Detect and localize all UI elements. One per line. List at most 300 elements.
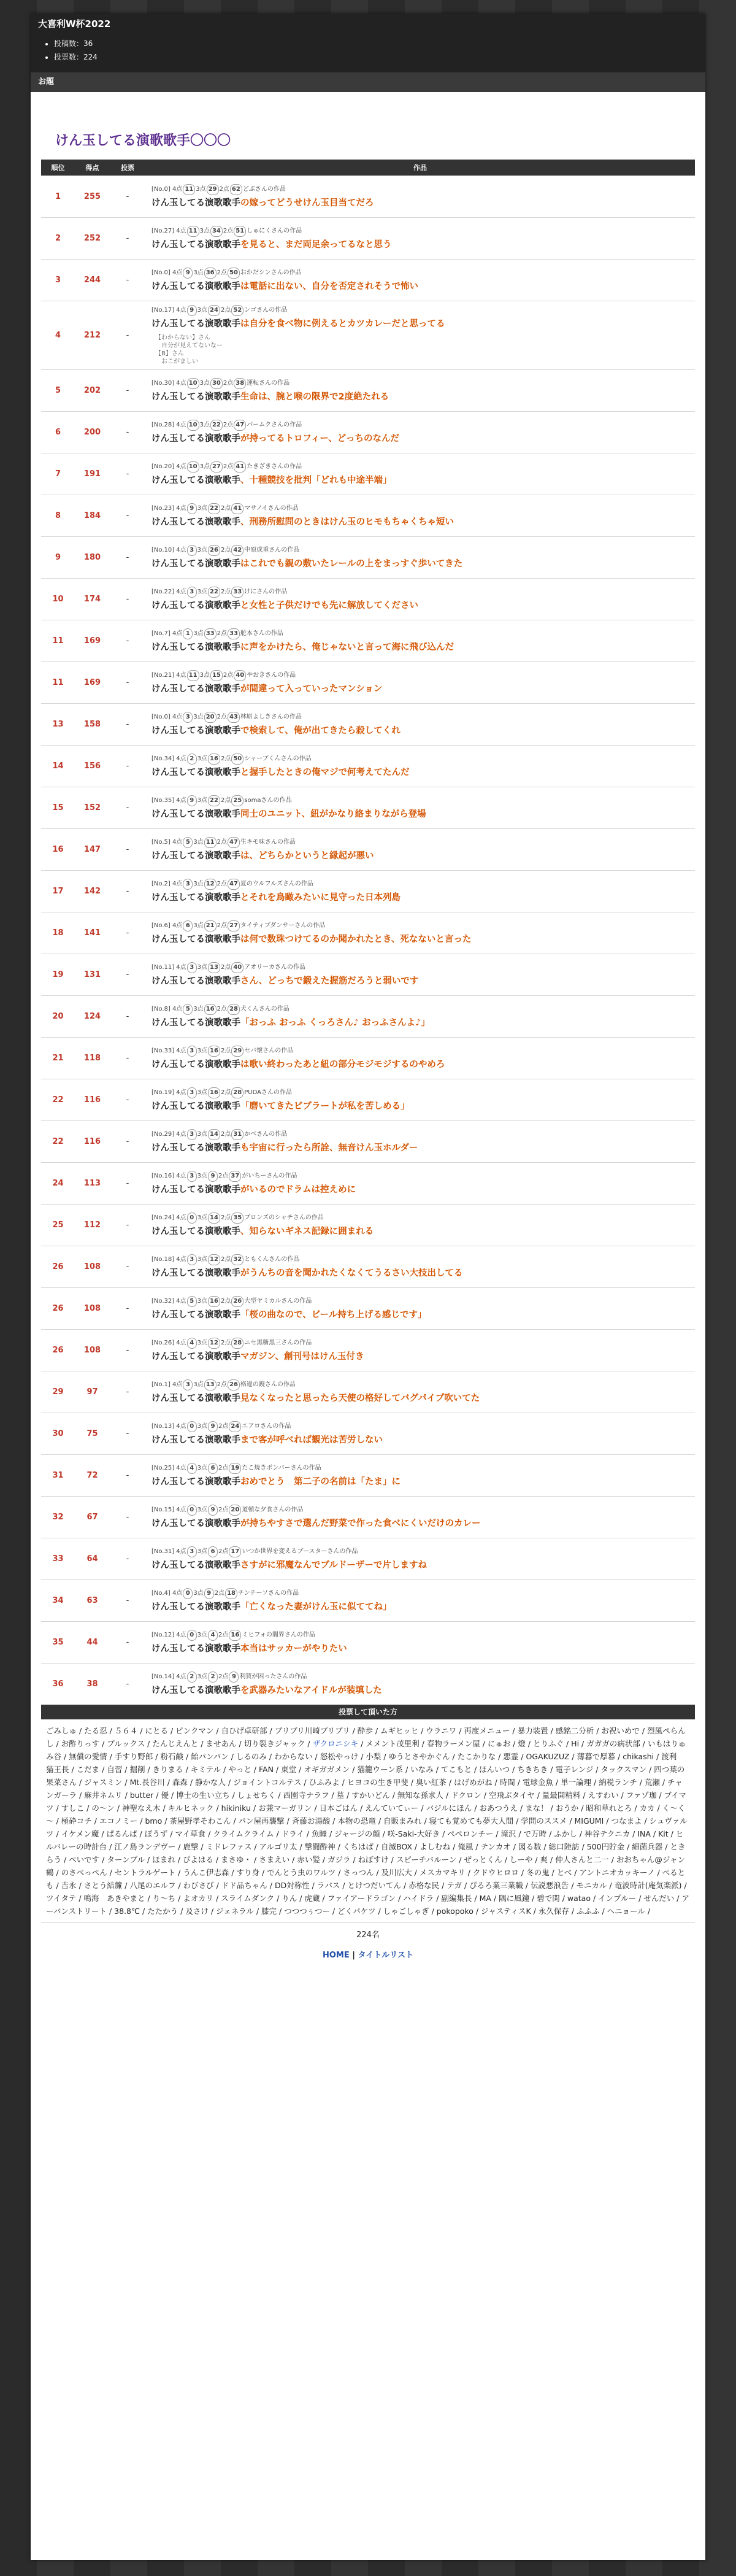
vote-count-badge: 47	[228, 879, 240, 890]
work-meta	[151, 268, 689, 279]
work-meta	[151, 1672, 689, 1683]
meta-text: しゅにくさんの作品	[247, 228, 302, 234]
score-cell: 67	[75, 1497, 110, 1538]
vote-count-badge: 1	[183, 628, 193, 639]
rank-cell: 7	[41, 453, 75, 495]
rank-cell: 14	[41, 746, 75, 787]
meta-text: いつか世界を変えるブースターさんの作品	[242, 1548, 358, 1555]
ranking-row	[41, 1497, 695, 1538]
participants-text-a: ごみしゅ / たる忍 / ５６４ / にとる / ピンクマン / 自ひげ卓研部 / ブリブリ川崎ブリブリ / 酔歩 / ムギヒッヒ / ウラニワ / 再度メニュー / 暴力装置 / 感銘二分析 / お祝いめで / 烈風ペらんし / お酢りっす / ブルックス / たんじえんと / ませあん / 切り裂きジャック /	[46, 1726, 686, 1748]
work-cell	[145, 1497, 695, 1538]
vote-cell: -	[110, 662, 145, 704]
vote-cell: -	[110, 1371, 145, 1413]
answer-text: とそれを鳥瞰みたいに見守った日本列島	[240, 893, 401, 903]
vote-count-badge: 9	[229, 1672, 239, 1683]
score-cell: 147	[75, 829, 110, 871]
vote-count-badge: 21	[204, 920, 217, 931]
answer-text: は歌い終わったあと紐の部分モジモジするのやめろ	[240, 1060, 445, 1070]
rank-cell: 22	[41, 1079, 75, 1121]
work-cell	[145, 412, 695, 453]
work-answer	[151, 280, 689, 293]
work-cell	[145, 1538, 695, 1580]
meta-text: 3点	[199, 380, 210, 387]
work-cell	[145, 1163, 695, 1205]
work-meta	[151, 837, 689, 848]
participants-label: 投票して頂いた方	[41, 1705, 695, 1719]
work-answer	[151, 600, 689, 612]
meta-text: やおきさんの作品	[247, 672, 296, 679]
work-answer	[151, 1059, 689, 1071]
work-cell	[145, 1622, 695, 1664]
answer-text: を武器みたいなアイドルが装填した	[240, 1686, 382, 1695]
rank-cell: 24	[41, 1163, 75, 1205]
ranking-row	[41, 996, 695, 1038]
work-meta	[151, 503, 689, 514]
work-cell	[145, 218, 695, 260]
vote-cell: -	[110, 704, 145, 746]
meta-text: [No.28] 4点	[151, 422, 186, 428]
work-answer	[151, 391, 689, 403]
answer-text: 「磨いてきたビブラートが私を苦しめる」	[240, 1101, 410, 1111]
rank-cell: 1	[41, 176, 75, 218]
work-answer	[151, 1559, 689, 1571]
vote-count-badge: 3	[187, 1046, 197, 1057]
rank-cell: 22	[41, 1121, 75, 1163]
ranking-row	[41, 537, 695, 579]
meta-text: 3点	[193, 1590, 204, 1597]
meta-text: けにさんの作品	[244, 588, 288, 595]
meta-text: セバ懐さんの作品	[244, 1047, 294, 1054]
meta-text: 2点	[217, 630, 227, 637]
score-cell: 156	[75, 746, 110, 787]
answer-odai: けん玉してる演歌歌手	[151, 1060, 240, 1070]
rank-cell: 6	[41, 412, 75, 453]
rank-cell: 10	[41, 579, 75, 620]
ranking-row	[41, 662, 695, 704]
meta-text: [No.29] 4点	[151, 1131, 186, 1138]
ranking-row	[41, 787, 695, 829]
work-cell	[145, 662, 695, 704]
meta-text: 2点	[218, 1632, 229, 1638]
answer-odai: けん玉してる演歌歌手	[151, 198, 240, 208]
meta-text: 2点	[217, 1381, 227, 1388]
vote-count-badge: 9	[204, 1588, 214, 1599]
work-answer	[151, 433, 689, 445]
ranking-row	[41, 218, 695, 260]
vote-cell: -	[110, 1246, 145, 1288]
work-answer	[151, 1684, 689, 1697]
meta-text: 利賀が困ったさんの作品	[239, 1673, 307, 1680]
vote-count-badge: 29	[207, 184, 219, 195]
meta-text: パームクさんの作品	[247, 422, 302, 428]
comments	[155, 334, 689, 366]
vote-cell: -	[110, 1038, 145, 1079]
answer-text: が間違って入っていったマンション	[240, 684, 383, 694]
answer-text: は電話に出ない、自分を否定されそうで怖い	[240, 282, 418, 291]
vote-count-badge: 13	[204, 1379, 217, 1390]
vote-cell: -	[110, 1079, 145, 1121]
vote-count-badge: 2	[187, 754, 197, 765]
meta-text: [No.15] 4点	[151, 1506, 186, 1513]
work-cell	[145, 1413, 695, 1455]
answer-text: が持ちやすさで選んだ野菜で作った食べにくいだけのカレー	[240, 1519, 481, 1529]
answer-text: おめでとう 第二子の名前は「たま」に	[240, 1477, 401, 1487]
rank-cell: 15	[41, 787, 75, 829]
meta-text: 格違の鏝さんの作品	[240, 1381, 296, 1388]
meta-text: エアロさんの作品	[242, 1423, 291, 1430]
comment-line: おこがましい	[155, 358, 198, 365]
meta-text: 2点	[220, 755, 231, 762]
answer-text: で検索して、俺が出てきたら殺してくれ	[240, 726, 401, 736]
answer-text: 、知らないギネス記録に囲まれる	[240, 1227, 374, 1236]
odai-title: けん玉してる演歌歌手〇〇〇	[55, 133, 231, 148]
work-meta	[151, 420, 689, 431]
work-answer	[151, 725, 689, 737]
meta-text: PUDAさんの作品	[244, 1089, 292, 1096]
vote-cell: -	[110, 537, 145, 579]
vote-count-badge: 0	[187, 1630, 197, 1641]
title-list-link[interactable]: タイトルリスト	[358, 1951, 414, 1960]
vote-count-badge: 22	[208, 503, 220, 514]
answer-odai: けん玉してる演歌歌手	[151, 319, 240, 329]
meta-text: 3点	[193, 922, 204, 929]
vote-count-badge: 10	[187, 420, 199, 431]
meta-text: 3点	[193, 1381, 204, 1388]
meta-text: [No.31] 4点	[151, 1548, 186, 1555]
meta-text: [No.34] 4点	[151, 755, 186, 762]
work-cell	[145, 787, 695, 829]
vote-cell: -	[110, 412, 145, 453]
work-answer	[151, 474, 689, 487]
answer-text: 「おっふ おっふ くっろさん♪ おっふさんよ♪」	[240, 1018, 430, 1028]
rank-cell: 26	[41, 1330, 75, 1371]
vote-count-badge: 28	[231, 1338, 243, 1349]
vote-count-badge: 3	[187, 1254, 197, 1265]
meta-text: 2点	[217, 922, 227, 929]
vote-cell: -	[110, 1330, 145, 1371]
work-cell	[145, 453, 695, 495]
vote-count-badge: 50	[228, 268, 240, 279]
work-answer	[151, 766, 689, 779]
meta-text: 夏のウルフルズさんの作品	[240, 881, 313, 887]
vote-count-badge: 42	[231, 545, 243, 556]
work-meta	[151, 1254, 689, 1265]
work-answer	[151, 1017, 689, 1029]
meta-text: [No.4] 4点	[151, 1590, 183, 1597]
answer-text: マガジン、創刊号はけん玉付き	[240, 1352, 364, 1362]
vote-count-badge: 33	[228, 628, 240, 639]
answer-odai: けん玉してる演歌歌手	[151, 434, 240, 444]
work-answer	[151, 318, 689, 330]
vote-count-badge: 24	[229, 1421, 241, 1432]
meta-text: たこ焼きポンバーさんの作品	[242, 1465, 321, 1471]
meta-text: [No.1] 4点	[151, 1381, 183, 1388]
meta-text: 舵本さんの作品	[240, 630, 283, 637]
vote-count-badge: 3	[187, 1546, 197, 1557]
meta-text: [No.6] 4点	[151, 922, 183, 929]
work-meta	[151, 879, 689, 890]
work-cell	[145, 370, 695, 412]
vote-count-badge: 26	[231, 1296, 243, 1307]
meta-text: 生キモ味さんの作品	[240, 839, 296, 846]
vote-cell: -	[110, 495, 145, 537]
work-meta	[151, 1129, 689, 1140]
meta-text: [No.10] 4点	[151, 547, 186, 553]
work-answer	[151, 1392, 689, 1405]
meta-text: 犬くんさんの作品	[240, 1006, 289, 1012]
answer-text: と握手したときの俺マジで何考えてたんだ	[240, 768, 410, 777]
comment-line: 【B】さん	[155, 350, 184, 357]
vote-count-badge: 11	[187, 670, 199, 681]
score-cell: 108	[75, 1246, 110, 1288]
score-cell: 38	[75, 1664, 110, 1705]
ranking-row	[41, 301, 695, 370]
ranking-row	[41, 176, 695, 218]
work-answer	[151, 808, 689, 820]
meta-text: 2点	[218, 1506, 229, 1513]
vote-count-badge: 0	[187, 1213, 197, 1224]
meta-text: 3点	[197, 1506, 208, 1513]
meta-text: 3点	[199, 463, 210, 470]
answer-text: がうんちの音を聞かれたくなくてうるさい大技出してる	[240, 1268, 463, 1278]
work-answer	[151, 1309, 689, 1321]
meta-text: 2点	[220, 964, 231, 971]
vote-cell: -	[110, 871, 145, 912]
answer-odai: けん玉してる演歌歌手	[151, 642, 240, 652]
vote-count-badge: 16	[208, 754, 220, 765]
work-cell	[145, 704, 695, 746]
meta-text: 3点	[197, 1089, 208, 1096]
rank-cell: 19	[41, 954, 75, 996]
score-cell: 116	[75, 1079, 110, 1121]
vote-cell: -	[110, 1622, 145, 1664]
answer-odai: けん玉してる演歌歌手	[151, 1143, 240, 1153]
vote-count-badge: 9	[183, 268, 193, 279]
answer-text: さすがに邪魔なんでブルドーザーで片しますね	[240, 1560, 427, 1570]
meta-text: [No.18] 4点	[151, 1256, 186, 1263]
ranking-row	[41, 1079, 695, 1121]
vote-cell: -	[110, 218, 145, 260]
meta-text: 2点	[217, 839, 227, 846]
meta-text: どぶさんの作品	[242, 186, 286, 193]
meta-text: 運転さんの作品	[247, 380, 290, 387]
meta-text: [No.22] 4点	[151, 588, 186, 595]
rank-cell: 31	[41, 1455, 75, 1497]
meta-text: 3点	[196, 186, 206, 193]
meta-text: [No.8] 4点	[151, 1006, 183, 1012]
work-answer	[151, 558, 689, 570]
ranking-row	[41, 1622, 695, 1664]
work-answer	[151, 1100, 689, 1113]
vote-count-badge: 6	[183, 920, 193, 931]
work-answer	[151, 1225, 689, 1238]
work-meta	[151, 1505, 689, 1516]
rank-cell: 20	[41, 996, 75, 1038]
answer-odai: けん玉してる演歌歌手	[151, 1435, 240, 1445]
score-cell: 75	[75, 1413, 110, 1455]
meta-text: 3点	[197, 755, 208, 762]
ranking-table	[41, 160, 695, 1705]
meta-text: [No.23] 4点	[151, 505, 186, 512]
answer-odai: けん玉してる演歌歌手	[151, 1602, 240, 1612]
work-meta	[151, 1171, 689, 1182]
rank-cell: 26	[41, 1246, 75, 1288]
meta-text: 3点	[197, 1465, 208, 1471]
answer-text: 「亡くなった妻がけん玉に似ててね」	[240, 1602, 392, 1612]
score-cell: 64	[75, 1538, 110, 1580]
ranking-row	[41, 954, 695, 996]
score-cell: 118	[75, 1038, 110, 1079]
vote-count-badge: 3	[187, 545, 197, 556]
work-answer	[151, 1601, 689, 1613]
vote-count-badge: 3	[183, 1379, 193, 1390]
work-cell	[145, 1121, 695, 1163]
score-cell: 184	[75, 495, 110, 537]
meta-text: ンゴさんの作品	[244, 307, 288, 314]
meta-text: 2点	[218, 1548, 229, 1555]
vote-count-badge: 41	[231, 503, 243, 514]
vote-count-badge: 0	[183, 1588, 193, 1599]
vote-cell: -	[110, 1205, 145, 1246]
meta-text: 3点	[197, 588, 208, 595]
meta-text: 3点	[199, 228, 210, 234]
meta-text: 3点	[199, 672, 210, 679]
work-meta	[151, 1087, 689, 1098]
vote-count-badge: 0	[187, 1421, 197, 1432]
work-meta	[151, 920, 689, 931]
rank-cell: 11	[41, 662, 75, 704]
meta-text: かべさんの作品	[244, 1131, 288, 1138]
vote-count-badge: 9	[208, 1505, 218, 1516]
work-meta	[151, 1630, 689, 1641]
home-link[interactable]: HOME	[322, 1951, 350, 1960]
answer-text: はこれでも親の敷いたレールの上をまっすぐ歩いてきた	[240, 559, 463, 569]
work-cell	[145, 746, 695, 787]
footer-separator: |	[349, 1951, 358, 1960]
answer-odai: けん玉してる演歌歌手	[151, 1560, 240, 1570]
vote-count-badge: 16	[208, 1087, 220, 1098]
vote-count-badge: 62	[230, 184, 242, 195]
meta-text: 3点	[197, 1673, 208, 1680]
score-cell: 131	[75, 954, 110, 996]
vote-count-badge: 50	[231, 754, 243, 765]
work-cell	[145, 871, 695, 912]
work-answer	[151, 1434, 689, 1446]
score-cell: 244	[75, 260, 110, 301]
rank-cell: 33	[41, 1538, 75, 1580]
meta-text: 3点	[193, 1006, 204, 1012]
score-cell: 108	[75, 1288, 110, 1330]
header	[31, 13, 705, 72]
vote-count-badge: 9	[187, 503, 197, 514]
meta-text: チンチーソさんの作品	[237, 1590, 299, 1597]
vote-cell: -	[110, 453, 145, 495]
meta-text: 3点	[197, 1340, 208, 1346]
vote-count-badge: 27	[210, 461, 223, 472]
work-cell	[145, 260, 695, 301]
answer-text: の嫁ってどうせけん玉目当てだろ	[240, 198, 374, 208]
vote-count-badge: 13	[208, 962, 220, 973]
work-cell	[145, 495, 695, 537]
vote-count-badge: 22	[210, 420, 223, 431]
rank-cell: 16	[41, 829, 75, 871]
rank-cell: 34	[41, 1580, 75, 1622]
answer-odai: けん玉してる演歌歌手	[151, 809, 240, 819]
meta-text: マサノイさんの作品	[244, 505, 299, 512]
answer-odai: けん玉してる演歌歌手	[151, 517, 240, 527]
score-cell: 200	[75, 412, 110, 453]
answer-text: 、刑務所慰問のときはけん玉のヒモもちゃくちゃ短い	[240, 517, 454, 527]
rank-cell: 5	[41, 370, 75, 412]
answer-text: 「桜の曲なので、ビール持ち上げる感じです」	[240, 1310, 427, 1320]
meta-text: 2点	[220, 505, 231, 512]
vote-count-badge: 17	[229, 1546, 241, 1557]
answer-odai: けん玉してる演歌歌手	[151, 240, 240, 250]
work-meta	[151, 628, 689, 639]
work-meta	[151, 1379, 689, 1390]
answer-text: も宇宙に行ったら所詮、無音けん玉ホルダー	[240, 1143, 418, 1153]
meta-text: [No.2] 4点	[151, 881, 183, 887]
vote-count-badge: 25	[231, 795, 243, 806]
ranking-row	[41, 579, 695, 620]
score-cell: 108	[75, 1330, 110, 1371]
answer-odai: けん玉してる演歌歌手	[151, 559, 240, 569]
meta-text: [No.0] 4点	[151, 269, 183, 276]
meta-text: 2点	[223, 380, 234, 387]
answer-text: 同士のユニット、紐がかなり絡まりながら登場	[240, 809, 426, 819]
score-cell: 116	[75, 1121, 110, 1163]
vote-count-badge: 11	[204, 837, 217, 848]
vote-cell: -	[110, 1664, 145, 1705]
ranking-row	[41, 1580, 695, 1622]
score-cell: 142	[75, 871, 110, 912]
answer-text: 生命は、腕と喉の限界で2度絶たれる	[240, 392, 389, 402]
meta-text: 2点	[220, 1256, 231, 1263]
rank-cell: 36	[41, 1664, 75, 1705]
answer-text: は、どちらかというと縁起が悪い	[240, 851, 374, 861]
work-meta	[151, 1546, 689, 1557]
vote-count-badge: 15	[210, 670, 223, 681]
meta-text: [No.19] 4点	[151, 1089, 186, 1096]
score-cell: 202	[75, 370, 110, 412]
participant-highlight[interactable]: ザクロニシキ	[312, 1739, 359, 1748]
work-meta	[151, 184, 689, 195]
work-answer	[151, 892, 689, 904]
work-cell	[145, 1455, 695, 1497]
vote-count-badge: 2	[187, 1672, 197, 1683]
ranking-row	[41, 871, 695, 912]
vote-count-badge: 0	[187, 1505, 197, 1516]
meta-text: 2点	[217, 881, 227, 887]
work-cell	[145, 1205, 695, 1246]
vote-count-badge: 12	[208, 1254, 220, 1265]
score-cell: 252	[75, 218, 110, 260]
vote-count-badge: 3	[187, 962, 197, 973]
work-answer	[151, 1184, 689, 1196]
col-vote: 投票	[110, 160, 145, 176]
col-work: 作品	[145, 160, 695, 176]
meta-text: 3点	[197, 1256, 208, 1263]
ranking-row	[41, 1121, 695, 1163]
meta-text: 2点	[220, 547, 231, 553]
meta-text: ともくんさんの作品	[244, 1256, 300, 1263]
rank-cell: 29	[41, 1371, 75, 1413]
answer-text: 見なくなったと思ったら天使の格好してバグパイプ吹いてた	[240, 1394, 480, 1403]
vote-count-badge: 4	[187, 1463, 197, 1474]
meta-text: [No.0] 4点	[151, 186, 183, 193]
score-cell: 212	[75, 301, 110, 370]
work-answer	[151, 641, 689, 654]
